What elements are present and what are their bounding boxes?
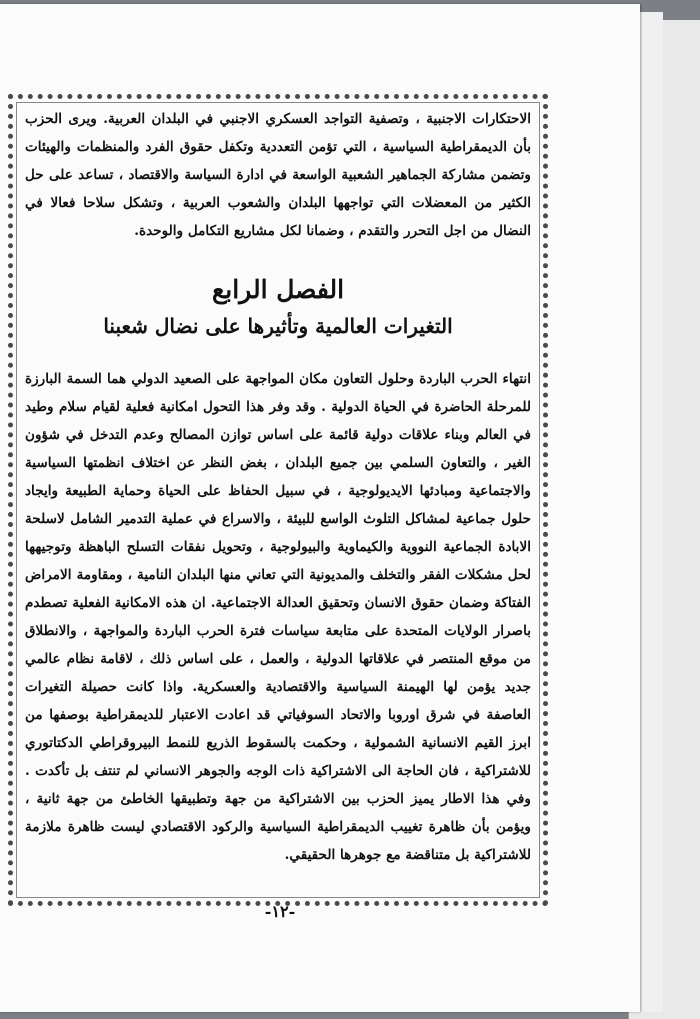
chapter-subtitle: التغيرات العالمية وتأثيرها على نضال شعبنا <box>103 314 453 338</box>
decorative-border <box>8 94 548 906</box>
document-page <box>0 4 640 1012</box>
page-number: -١٢- <box>264 902 296 921</box>
chapter-title: الفصل الرابع <box>211 275 345 304</box>
page-content <box>25 105 531 897</box>
chapter-body: انتهاء الحرب الباردة وحلول التعاون مكان المواجهة على الصعيد الدولي هما السمة البارزة للمرحلة الحاضرة في الحياة الدولية . وقد وفر هذا التحول امكانية فعلية لقيام سلام وطيد في العالم وبناء علاقات دولية قائمة على اساس توازن المصالح وعدم التدخل في شؤون الغير ، والتعاون السلمي بين جميع البلدان ، بغض النظر عن اختلاف انظمتها السياسية والاجتماعية ومبادئها الايديولوجية ، في سبيل الحفاظ على الحياة وحماية الطبيعة وايجاد حلول جماعية لمشاكل التلوث الواسع للبيئة ، والاسراع في عملية التدمير الشامل لاسلحة الابادة الجماعية النووية والكيماوية والبيولوجية ، وتحويل نفقات التسلح الباهظة وتوجيهها لحل مشكلات الفقر والتخلف والمديونية التي تعاني منها البلدان النامية ، ومقاومة الامراض الفتاكة وضمان حقوق الانسان وتحقيق العدالة الاجتماعية. ان هذه الامكانية الفعلية تصطدم باصرار الولايات المتحدة على متابعة سياسات فترة الحرب الباردة والمواجهة ، والانطلاق من موقع المنتصر في علاقاتها الدولية ، والعمل ، على اساس ذلك ، لاقامة نظام عالمي جديد يؤمن لها الهيمنة السياسية والاقتصادية والعسكرية. واذا كانت حصيلة التغيرات العاصفة في شرق اوروبا والاتحاد السوفياتي قد اعادت الاعتبار للديمقراطية بوصفها من ابرز القيم الانسانية الشمولية ، وحكمت بالسقوط الذريع للنمط البيروقراطي الدكتاتوري للاشتراكية ، فان الحاجة الى الاشتراكية ذات الوجه والجوهر الانساني لم تنتف بل تأكدت . وفي هذا الاطار يميز الحزب بين الاشتراكية من جهة وتطبيقها الخاطئ من جهة ثانية ، ويؤمن بأن ظاهرة تغييب الديمقراطية السياسية والركود الاقتصادي ليست ظاهرة ملازمة للاشتراكية بل متناقضة مع جوهرها الحقيقي. <box>25 371 531 863</box>
intro-paragraphs: الاحتكارات الاجنبية ، وتصفية التواجد العسكري الاجنبي في البلدان العربية. ويرى الحزب بأن الديمقراطية السياسية ، التي تؤمن التعددية وتكفل حقوق الفرد والمنظمات والهيئات وتضمن مشاركة الجماهير الشعبية الواسعة في ادارة السياسة والاقتصاد ، تساعد على حل الكثير من المعضلات التي تواجهها البلدان والشعوب العربية ، وتشكل سلاحا فعالا في النضال من اجل التحرر والتقدم ، وضمانا لكل مشاريع التكامل والوحدة. <box>25 111 531 239</box>
chapter-heading <box>25 275 531 341</box>
